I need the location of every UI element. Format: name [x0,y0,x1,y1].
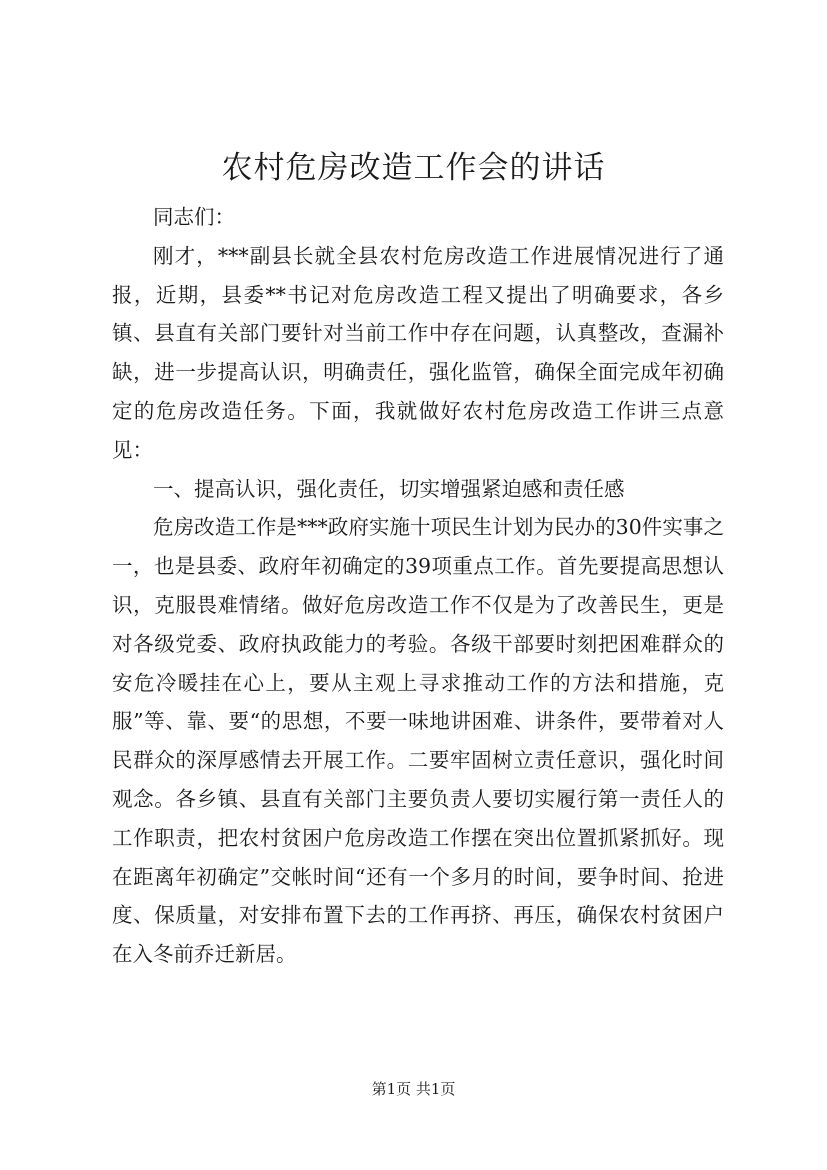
section-heading-1: 一、提高认识，强化责任，切实增强紧迫感和责任感 [153,476,625,501]
salutation: 同志们： [153,205,235,229]
document-title: 农村危房改造工作会的讲话 [221,150,606,186]
paragraph-intro: 刚才，***副县长就全县农村危房改造工作进展情况进行了通报，近期，县委**书记对危房改造工程又提出了明确要求，各乡镇、县直有关部门要针对当前工作中存在问题，认真整改，查漏补缺，进一步提高认识，明确责任，强化监管，确保全面完成年初确定的危房改造任务。下面，我就做好农村危房改造工作讲三点意见： [112,243,724,462]
page-number-footer: 第1页 共1页 [371,1080,456,1098]
document-body [112,198,724,974]
paragraph-section-1: 危房改造工作是***政府实施十项民生计划为民办的30件实事之一，也是县委、政府年初确定的39项重点工作。首先要提高思想认识，克服畏难情绪。做好危房改造工作不仅是为了改善民生，更是对各级党委、政府执政能力的考验。各级干部要时刻把困难群众的安危冷暖挂在心上，要从主观上寻求推动工作的方法和措施，克服”等、靠、要“的思想，不要一味地讲困难、讲条件，要带着对人民群众的深厚感情去开展工作。二要牢固树立责任意识，强化时间观念。各乡镇、县直有关部门主要负责人要切实履行第一责任人的工作职责，把农村贫困户危房改造工作摆在突出位置抓紧抓好。现在距离年初确定”交帐时间“还有一个多月的时间，要争时间、抢进度、保质量，对安排布置下去的工作再挤、再压，确保农村贫困户在入冬前乔迁新居。 [112,515,724,967]
